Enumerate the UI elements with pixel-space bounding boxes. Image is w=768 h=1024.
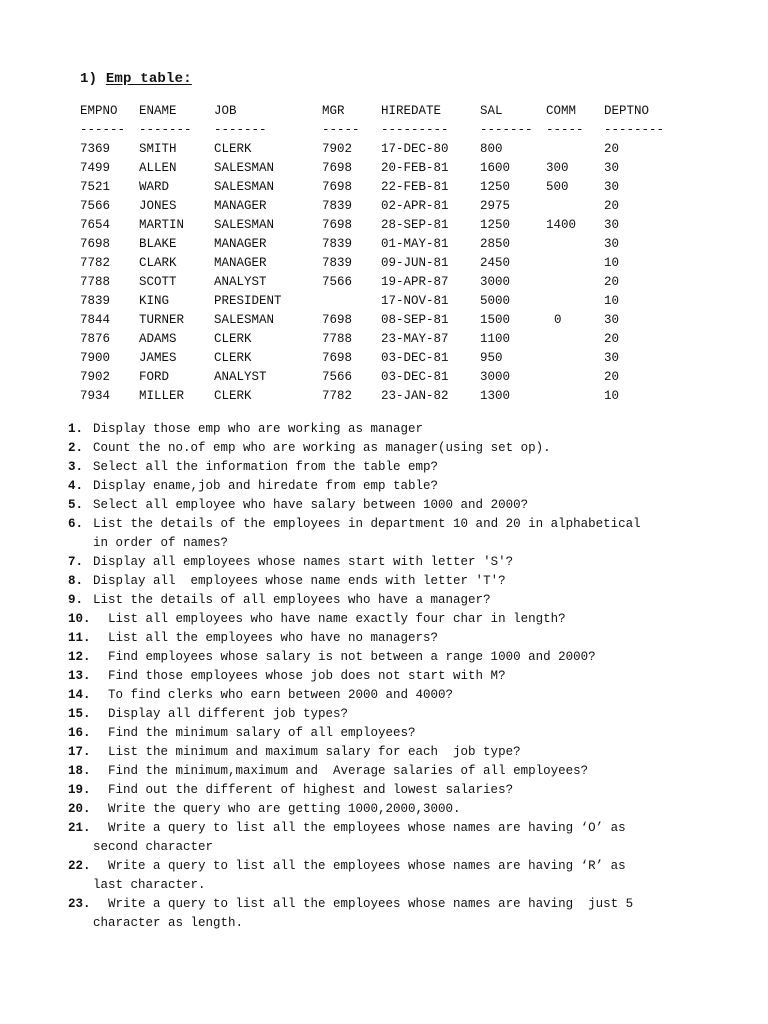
column-separator: ------	[80, 122, 126, 137]
table-cell: ALLEN	[139, 160, 177, 175]
question-text: Write a query to list all the employees whose names are having just 5	[108, 897, 634, 911]
column-separator: -------	[480, 122, 533, 137]
table-cell: MANAGER	[214, 198, 267, 213]
table-cell: 1400	[546, 217, 577, 232]
table-cell	[546, 196, 604, 215]
table-cell: 17-DEC-80	[381, 141, 449, 156]
table-cell: 03-DEC-81	[381, 369, 449, 384]
table-row	[80, 272, 674, 291]
column-header: DEPTNO	[604, 103, 650, 118]
question-text: Display those emp who are working as manager	[93, 422, 424, 436]
table-cell: 7566	[322, 274, 353, 289]
column-header: HIREDATE	[381, 103, 442, 118]
emp-table	[80, 101, 674, 405]
table-header-row	[80, 101, 674, 120]
table-cell: 7839	[322, 198, 353, 213]
question-item	[68, 515, 708, 553]
question-item	[68, 572, 708, 591]
question-number: 12.	[68, 650, 91, 664]
table-cell	[546, 329, 604, 348]
question-text: Find out the different of highest and lowest salaries?	[108, 783, 514, 797]
section-number: 1)	[80, 71, 98, 87]
question-number: 3.	[68, 460, 84, 474]
table-cell: 1250	[480, 217, 511, 232]
table-row	[80, 310, 674, 329]
question-number: 17.	[68, 745, 91, 759]
question-item	[68, 629, 708, 648]
table-cell: 7902	[322, 141, 353, 156]
section-title: Emp table:	[105, 71, 192, 87]
table-row	[80, 367, 674, 386]
question-number: 15.	[68, 707, 91, 721]
table-cell: CLERK	[214, 141, 252, 156]
question-item	[68, 496, 708, 515]
table-separator-row	[80, 120, 674, 139]
table-row	[80, 177, 674, 196]
question-number: 23.	[68, 897, 91, 911]
table-cell: WARD	[139, 179, 170, 194]
table-cell: 7698	[80, 236, 111, 251]
question-number: 14.	[68, 688, 91, 702]
question-text: Display all employees whose names start with letter 'S'?	[93, 555, 514, 569]
question-number: 21.	[68, 821, 91, 835]
column-header: EMPNO	[80, 103, 118, 118]
question-text: Find the minimum,maximum and Average salaries of all employees?	[108, 764, 589, 778]
table-cell: 0	[554, 312, 562, 327]
table-cell: 1100	[480, 331, 511, 346]
table-cell: 30	[604, 236, 620, 251]
table-cell: 950	[480, 350, 503, 365]
question-item	[68, 553, 708, 572]
table-cell: 23-MAY-87	[381, 331, 449, 346]
table-cell: 7369	[80, 141, 111, 156]
table-cell	[546, 139, 604, 158]
table-cell: 3000	[480, 274, 511, 289]
question-number: 20.	[68, 802, 91, 816]
table-cell: CLARK	[139, 255, 177, 270]
table-cell: 7900	[80, 350, 111, 365]
table-cell: CLERK	[214, 388, 252, 403]
table-cell: 20	[604, 141, 620, 156]
table-cell: 09-JUN-81	[381, 255, 449, 270]
question-item	[68, 724, 708, 743]
question-text: Display all different job types?	[108, 707, 349, 721]
question-text: Write a query to list all the employees whose names are having ‘R’ as	[108, 859, 626, 873]
table-cell: 28-SEP-81	[381, 217, 449, 232]
column-separator: -------	[139, 122, 192, 137]
table-cell: 7566	[322, 369, 353, 384]
table-row	[80, 386, 674, 405]
table-cell: JONES	[139, 198, 177, 213]
table-cell: 22-FEB-81	[381, 179, 449, 194]
table-cell: 2975	[480, 198, 511, 213]
question-number: 6.	[68, 517, 84, 531]
table-cell: 7654	[80, 217, 111, 232]
section-heading	[80, 71, 192, 87]
question-text: Select all employee who have salary between 1000 and 2000?	[93, 498, 529, 512]
table-cell: ANALYST	[214, 369, 267, 384]
table-cell: 7499	[80, 160, 111, 175]
table-cell: ADAMS	[139, 331, 177, 346]
question-item	[68, 458, 708, 477]
table-cell: JAMES	[139, 350, 177, 365]
question-text-continued: second character	[93, 840, 214, 854]
table-cell: 30	[604, 312, 620, 327]
question-number: 16.	[68, 726, 91, 740]
table-body	[80, 139, 674, 405]
question-item	[68, 762, 708, 781]
question-item	[68, 857, 708, 895]
table-cell: 7782	[80, 255, 111, 270]
table-cell: SALESMAN	[214, 160, 275, 175]
table-cell: 2850	[480, 236, 511, 251]
question-item	[68, 439, 708, 458]
question-text: Display ename,job and hiredate from emp table?	[93, 479, 439, 493]
table-cell: 7521	[80, 179, 111, 194]
table-cell: CLERK	[214, 331, 252, 346]
table-cell: 1500	[480, 312, 511, 327]
question-number: 10.	[68, 612, 91, 626]
column-separator: -----	[322, 122, 360, 137]
table-cell: MANAGER	[214, 236, 267, 251]
question-number: 4.	[68, 479, 84, 493]
table-cell: 5000	[480, 293, 511, 308]
question-number: 7.	[68, 555, 84, 569]
table-cell	[546, 272, 604, 291]
column-header: COMM	[546, 103, 577, 118]
table-row	[80, 196, 674, 215]
question-text: Select all the information from the table emp?	[93, 460, 439, 474]
table-cell: 30	[604, 160, 620, 175]
column-separator: -----	[546, 122, 584, 137]
question-text: List the minimum and maximum salary for each job type?	[108, 745, 521, 759]
table-cell: 20-FEB-81	[381, 160, 449, 175]
table-cell: 7788	[80, 274, 111, 289]
table-cell: 7698	[322, 217, 353, 232]
table-cell: 7934	[80, 388, 111, 403]
table-cell: SALESMAN	[214, 312, 275, 327]
question-text: Display all employees whose name ends with letter 'T'?	[93, 574, 506, 588]
question-text: Write the query who are getting 1000,2000,3000.	[108, 802, 461, 816]
table-cell: 30	[604, 217, 620, 232]
table-cell: 1300	[480, 388, 511, 403]
table-cell: ANALYST	[214, 274, 267, 289]
question-item	[68, 819, 708, 857]
table-cell: SMITH	[139, 141, 177, 156]
table-cell	[546, 253, 604, 272]
table-cell: 7698	[322, 312, 353, 327]
table-row	[80, 348, 674, 367]
table-cell: BLAKE	[139, 236, 177, 251]
table-cell: 7839	[322, 255, 353, 270]
question-item	[68, 477, 708, 496]
question-item	[68, 420, 708, 439]
table-row	[80, 234, 674, 253]
table-cell: 10	[604, 293, 620, 308]
table-cell: 7698	[322, 179, 353, 194]
question-number: 13.	[68, 669, 91, 683]
table-cell	[546, 234, 604, 253]
question-number: 8.	[68, 574, 84, 588]
column-separator: -------	[214, 122, 267, 137]
question-item	[68, 800, 708, 819]
question-number: 1.	[68, 422, 84, 436]
table-cell: 7782	[322, 388, 353, 403]
question-number: 5.	[68, 498, 84, 512]
question-list	[68, 420, 708, 933]
table-cell: 7839	[80, 293, 111, 308]
table-cell: 7698	[322, 350, 353, 365]
table-cell	[546, 291, 604, 310]
table-cell: SALESMAN	[214, 179, 275, 194]
question-text: List all employees who have name exactly four char in length?	[108, 612, 566, 626]
question-text-continued: last character.	[93, 878, 206, 892]
question-item	[68, 610, 708, 629]
table-cell: 7876	[80, 331, 111, 346]
table-cell: 19-APR-87	[381, 274, 449, 289]
question-text-continued: character as length.	[93, 916, 244, 930]
table-cell: SCOTT	[139, 274, 177, 289]
table-cell: 800	[480, 141, 503, 156]
table-cell: PRESIDENT	[214, 293, 282, 308]
question-item	[68, 743, 708, 762]
table-cell: 20	[604, 198, 620, 213]
table-cell: 3000	[480, 369, 511, 384]
question-text: Count the no.of emp who are working as manager(using set op).	[93, 441, 551, 455]
table-cell: MANAGER	[214, 255, 267, 270]
table-row	[80, 215, 674, 234]
question-text: To find clerks who earn between 2000 and 4000?	[108, 688, 454, 702]
table-cell: 7566	[80, 198, 111, 213]
table-cell: 20	[604, 274, 620, 289]
question-item	[68, 667, 708, 686]
table-cell: 03-DEC-81	[381, 350, 449, 365]
question-item	[68, 895, 708, 933]
question-number: 19.	[68, 783, 91, 797]
question-text: List the details of all employees who have a manager?	[93, 593, 491, 607]
question-item	[68, 686, 708, 705]
table-cell: TURNER	[139, 312, 185, 327]
table-cell: 10	[604, 255, 620, 270]
column-separator: ---------	[381, 122, 449, 137]
question-number: 2.	[68, 441, 84, 455]
table-row	[80, 291, 674, 310]
table-row	[80, 158, 674, 177]
table-cell: 30	[604, 179, 620, 194]
table-cell: FORD	[139, 369, 170, 384]
table-cell: 7698	[322, 160, 353, 175]
table-cell: 01-MAY-81	[381, 236, 449, 251]
table-cell: MILLER	[139, 388, 185, 403]
table-row	[80, 253, 674, 272]
table-row	[80, 139, 674, 158]
column-header: SAL	[480, 103, 503, 118]
table-cell	[546, 367, 604, 386]
question-text: Write a query to list all the employees whose names are having ‘O’ as	[108, 821, 626, 835]
column-header: JOB	[214, 103, 237, 118]
table-cell: 7839	[322, 236, 353, 251]
question-number: 22.	[68, 859, 91, 873]
table-cell: 7788	[322, 331, 353, 346]
question-text: Find employees whose salary is not between a range 1000 and 2000?	[108, 650, 596, 664]
table-cell: 500	[546, 179, 569, 194]
table-cell: 2450	[480, 255, 511, 270]
question-text: Find those employees whose job does not start with M?	[108, 669, 506, 683]
question-number: 9.	[68, 593, 84, 607]
table-cell: 02-APR-81	[381, 198, 449, 213]
column-separator: --------	[604, 122, 665, 137]
question-item	[68, 781, 708, 800]
question-text: List all the employees who have no managers?	[108, 631, 439, 645]
table-cell: 08-SEP-81	[381, 312, 449, 327]
table-cell: 20	[604, 369, 620, 384]
table-cell: 300	[546, 160, 569, 175]
table-cell: 17-NOV-81	[381, 293, 449, 308]
table-cell: 7844	[80, 312, 111, 327]
question-text: List the details of the employees in department 10 and 20 in alphabetical	[93, 517, 641, 531]
table-cell: 7902	[80, 369, 111, 384]
table-row	[80, 329, 674, 348]
table-cell: CLERK	[214, 350, 252, 365]
question-text-continued: in order of names?	[93, 536, 229, 550]
table-cell: KING	[139, 293, 170, 308]
table-cell: 1250	[480, 179, 511, 194]
question-item	[68, 591, 708, 610]
table-cell: MARTIN	[139, 217, 185, 232]
question-item	[68, 705, 708, 724]
question-number: 18.	[68, 764, 91, 778]
table-cell	[546, 348, 604, 367]
table-cell: 10	[604, 388, 620, 403]
table-cell	[546, 386, 604, 405]
column-header: MGR	[322, 103, 345, 118]
question-text: Find the minimum salary of all employees?	[108, 726, 416, 740]
table-cell: SALESMAN	[214, 217, 275, 232]
table-cell	[322, 291, 381, 310]
table-cell: 23-JAN-82	[381, 388, 449, 403]
question-item	[68, 648, 708, 667]
table-cell: 20	[604, 331, 620, 346]
column-header: ENAME	[139, 103, 177, 118]
table-cell: 1600	[480, 160, 511, 175]
question-number: 11.	[68, 631, 91, 645]
table-cell: 30	[604, 350, 620, 365]
